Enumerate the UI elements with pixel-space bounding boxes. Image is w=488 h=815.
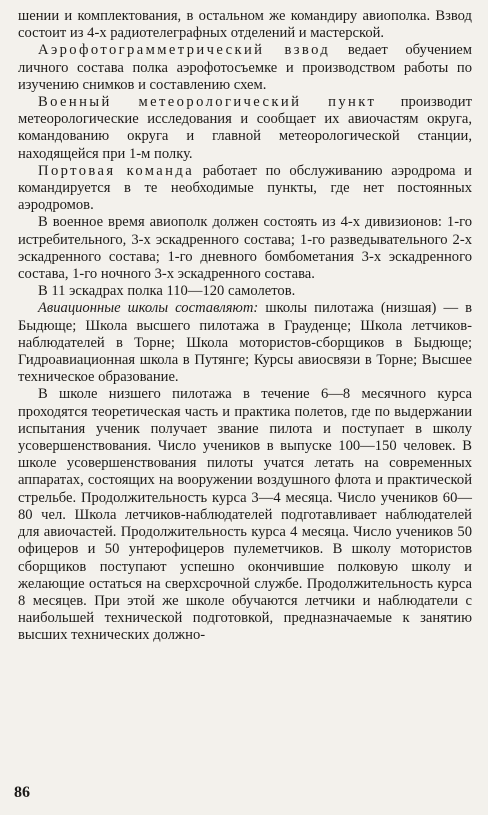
paragraph-aircraft-count — [18, 283, 472, 300]
paragraph-text: производит метеорологические исследования и сообщает их авиочастям округа, командованию округа и главной метеорологической станции, находящейся при 1-м полку. — [18, 94, 472, 162]
paragraph-text: В 11 эскадрах полка 110—120 самолетов. — [38, 283, 296, 300]
italic-heading: Авиационные школы составляют: — [38, 300, 259, 317]
paragraph-wartime — [18, 214, 472, 283]
spaced-heading: Аэрофотограмметрический взвод — [38, 42, 331, 59]
spaced-heading: Военный метеорологический пункт — [38, 94, 377, 111]
paragraph — [18, 8, 472, 42]
paragraph-text: В школе низшего пилотажа в течение 6—8 месячного курса проходятся теоретическая часть и практика полетов, где по выдержании испытания ученик получает звание пилота и поступает в школу усовершенствования. Число учеников в выпуске 100—150 человек. В школе усовершенствования пилоты учатся летать на современных аппаратах, состоящих на вооружении воздушного флота и практической стрельбе. Продолжительность курса 3—4 месяца. Число учеников 60—80 чел. Школа летчиков-наблюдателей подготавливает наблюдателей для авиочастей. Продолжительность курса 4 месяца. Число учеников 50 офицеров и 50 унтерофицеров пулеметчиков. В школу мотористов сборщиков поступают успешно окончившие полковую школу и желающие остаться на сверхсрочной службе. Продолжительность курса 8 месяцев. При этой же школе обучаются летчики и наблюдатели с наибольшей технической подготовкой, предназначаемые к занятию высших технических должно- — [18, 386, 472, 644]
paragraph-text: шении и комплектования, в остальном же командиру авиополка. Взвод состоит из 4-х радиотелеграфных отделений и мастерской. — [18, 8, 472, 42]
paragraph-meteo-point — [18, 94, 472, 163]
paragraph-aerophoto-platoon — [18, 42, 472, 94]
paragraph-aviation-schools — [18, 300, 472, 386]
paragraph-text: В военное время авиополк должен состоять из 4-х дивизионов: 1-го истребительного, 3-х эскадренного состава; 1-го разведывательного 2-х эскадренного состава; 1-го дневного бомбометания 3-х эскадренного состава, 1-го ночного 3-х эскадренного состава. — [18, 214, 472, 283]
body-text — [18, 8, 472, 645]
paragraph-text: ведает обучением личного состава полка аэрофотосъемке и производством работы по изучению снимков и составлению схем. — [18, 42, 472, 93]
paragraph-text: школы пилотажа (низшая) — в Быдюще; Школа высшего пилотажа в Грауденце; Школа летчиков-наблюдателей в Торне; Школа мотористов-сборщиков в Быдюще; Гидроавиационная школа в Путянге; Курсы авиосвязи в Торне; Высшее техническое образование. — [18, 300, 473, 386]
paragraph-pilot-school — [18, 386, 472, 644]
spaced-heading: Портовая команда — [38, 162, 195, 179]
paragraph-port-team — [18, 163, 472, 215]
page-number: 86 — [14, 784, 30, 801]
paragraph-text: работает по обслуживанию аэродрома и командируется в те необходимые пункты, где нет постоянных аэродромов. — [18, 162, 472, 214]
